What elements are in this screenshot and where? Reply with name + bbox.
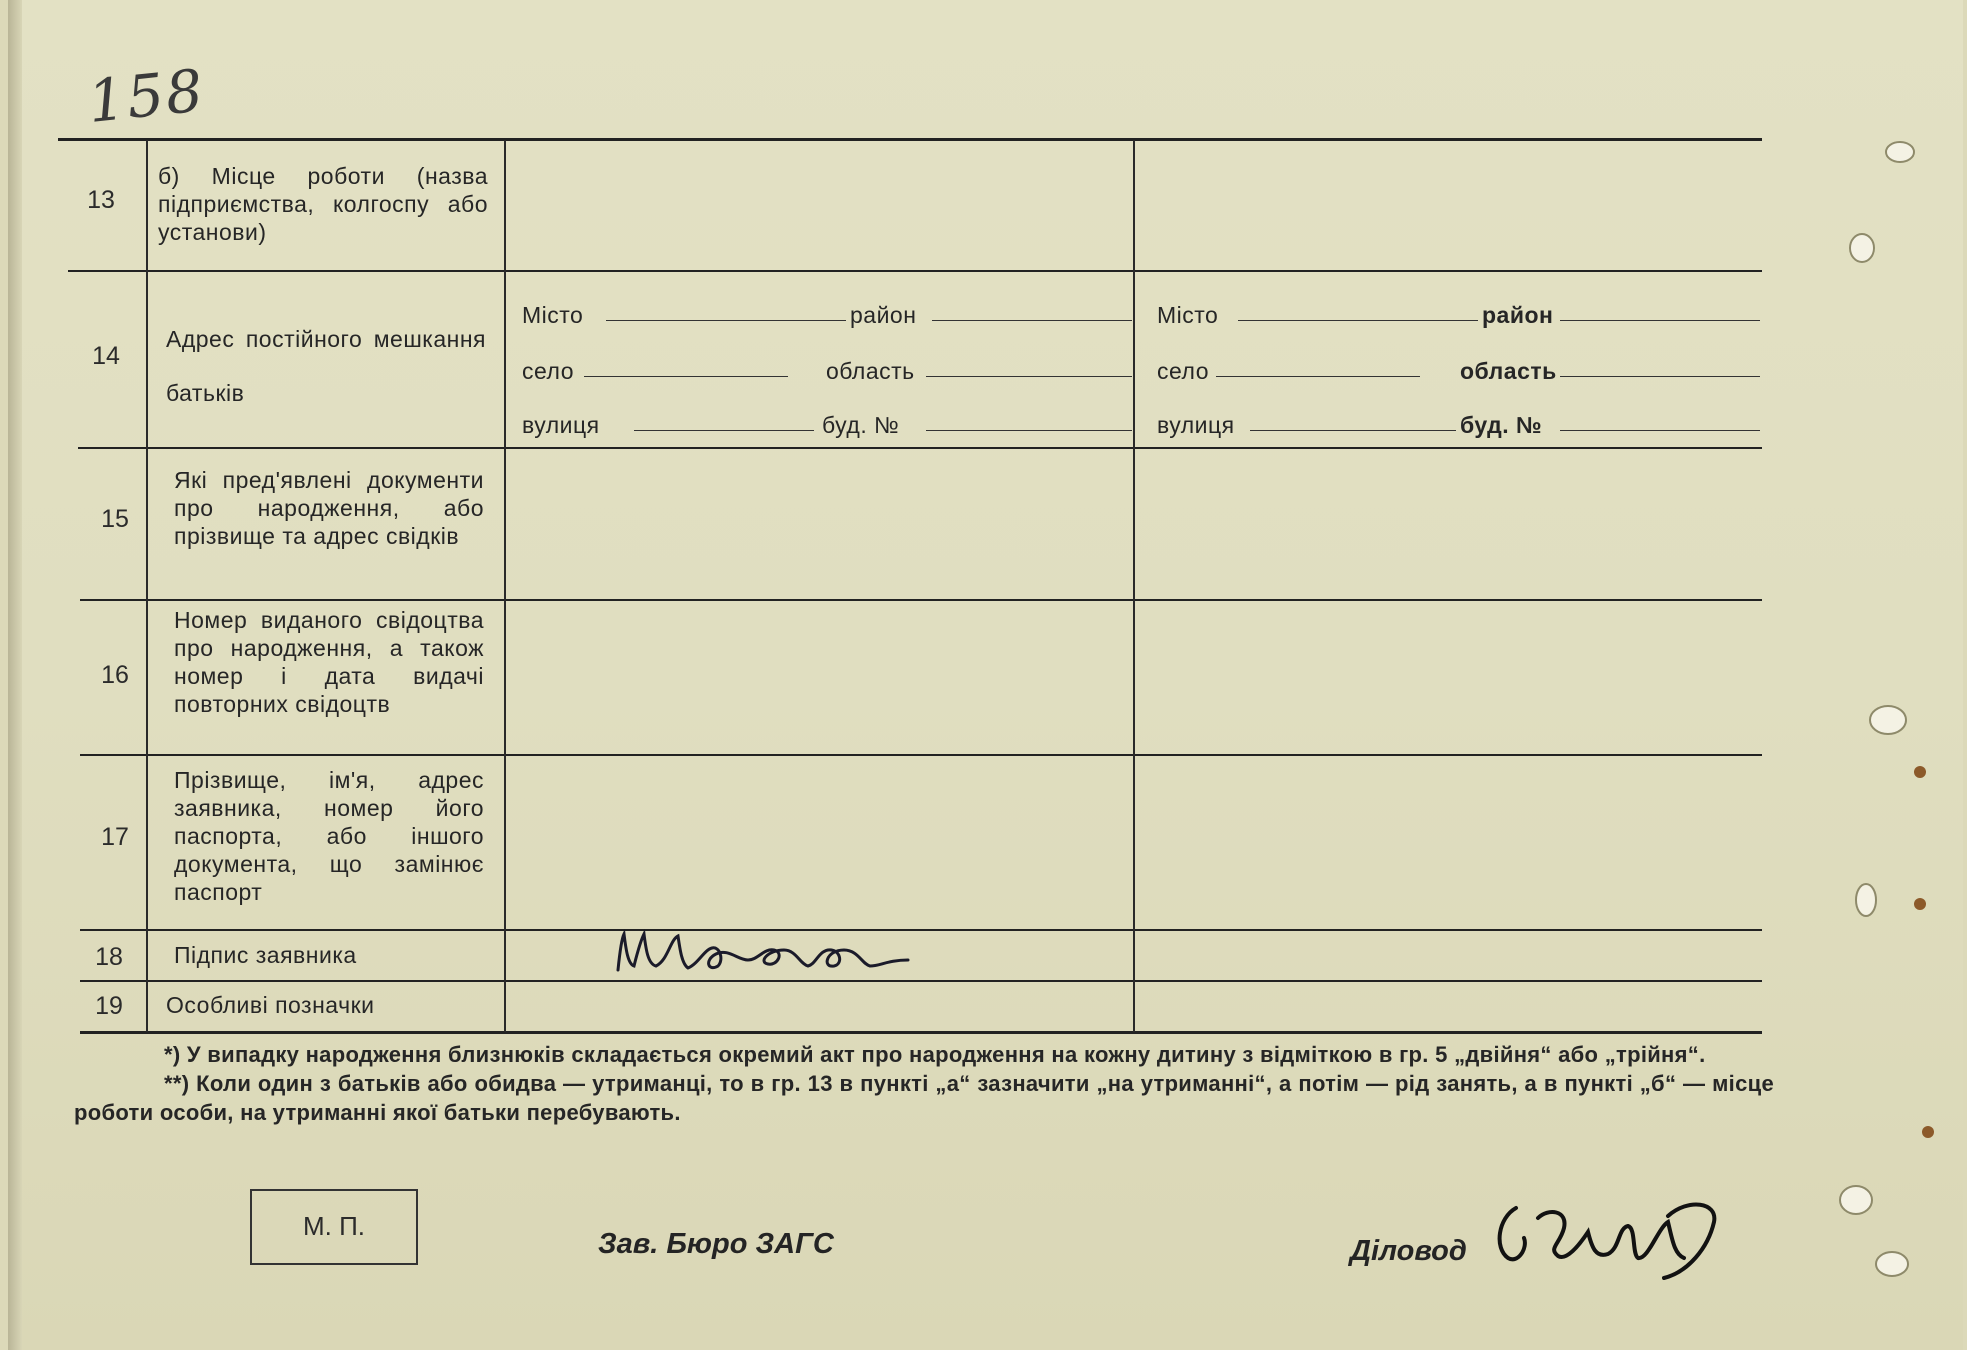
address-region-line-mother (1560, 376, 1760, 377)
row-number-19: 19 (95, 992, 123, 1020)
stamp-place-label: М. П. (302, 1211, 366, 1241)
footnotes (74, 1040, 1774, 1127)
row-number-13: 13 (87, 186, 115, 214)
page-edge-shadow (8, 0, 22, 1350)
clerk-signature (1488, 1188, 1728, 1288)
column-divider-parents (1133, 140, 1135, 1032)
column-divider-label (504, 140, 506, 1032)
row-label-14: Адрес постійного мешкання батьків (166, 326, 486, 406)
row-divider-13-14 (68, 270, 1762, 272)
address-building-line-mother (1560, 430, 1760, 431)
address-city-label-mother: Місто (1157, 302, 1219, 328)
address-village-line-mother (1216, 376, 1420, 377)
row-label-13: б) Місце роботи (назва підприємства, колгоспу або установи) (158, 163, 488, 245)
head-of-registry-label: Зав. Бюро ЗАГС (598, 1228, 834, 1260)
address-district-line-mother (1560, 320, 1760, 321)
row-label-19: Особливі позначки (166, 992, 375, 1018)
address-district-label-father: район (850, 302, 917, 328)
address-city-label-father: Місто (522, 302, 584, 328)
address-region-label-mother: область (1460, 358, 1557, 384)
address-street-line-father (634, 430, 814, 431)
document-page (8, 0, 1963, 1350)
row-number-16: 16 (101, 661, 129, 689)
clerk-label: Діловод (1350, 1235, 1467, 1267)
address-building-label-mother: буд. № (1460, 412, 1543, 438)
handwritten-page-number: 158 (84, 56, 208, 136)
column-divider-number (146, 140, 148, 1032)
address-building-line-father (926, 430, 1132, 431)
stamp-place-box (250, 1189, 418, 1265)
address-district-label-mother: район (1482, 302, 1554, 328)
table-bottom-rule (80, 1031, 1762, 1034)
row-label-18: Підпис заявника (174, 942, 357, 968)
address-city-line-mother (1238, 320, 1478, 321)
row-divider-16-17 (80, 754, 1762, 756)
row-number-14: 14 (92, 342, 120, 370)
address-district-line-father (932, 320, 1132, 321)
address-street-label-mother: вулиця (1157, 412, 1235, 438)
address-village-label-mother: село (1157, 358, 1209, 384)
applicant-signature (608, 920, 948, 990)
row-number-18: 18 (95, 943, 123, 971)
address-building-label-father: буд. № (822, 412, 900, 438)
row-number-15: 15 (101, 505, 129, 533)
address-village-line-father (584, 376, 788, 377)
row-label-16: Номер виданого свідоцтва про народження, а також номер і дата видачі повторних свідоцтв (174, 607, 484, 717)
address-street-label-father: вулиця (522, 412, 600, 438)
row-label-15: Які пред'явлені документи про народження, або прізвище та адрес свідків (174, 467, 484, 549)
address-region-line-father (926, 376, 1132, 377)
binding-punch-holes (1808, 120, 1958, 1320)
address-village-label-father: село (522, 358, 574, 384)
table-top-rule (58, 138, 1762, 141)
row-label-17: Прізвище, ім'я, адрес заявника, номер його паспорта, або іншого документа, що замінює паспорт (174, 767, 484, 905)
footnote-twins: *) У випадку народження близнюків складається окремий акт про народження на кожну дитину з відміткою в гр. 5 „двійня“ або „трійня“. (164, 1042, 1706, 1067)
row-divider-14-15 (78, 447, 1762, 449)
address-street-line-mother (1250, 430, 1456, 431)
row-divider-15-16 (80, 599, 1762, 601)
row-number-17: 17 (101, 823, 129, 851)
address-region-label-father: область (826, 358, 915, 384)
footnote-dependents: **) Коли один з батьків або обидва — утриманці, то в гр. 13 в пункті „а“ зазначити „на утриманні“, а потім — рід занять, а в пункті „б“ — місце роботи особи, на утриманні якої батьки перебувають. (74, 1071, 1774, 1125)
address-city-line-father (606, 320, 846, 321)
